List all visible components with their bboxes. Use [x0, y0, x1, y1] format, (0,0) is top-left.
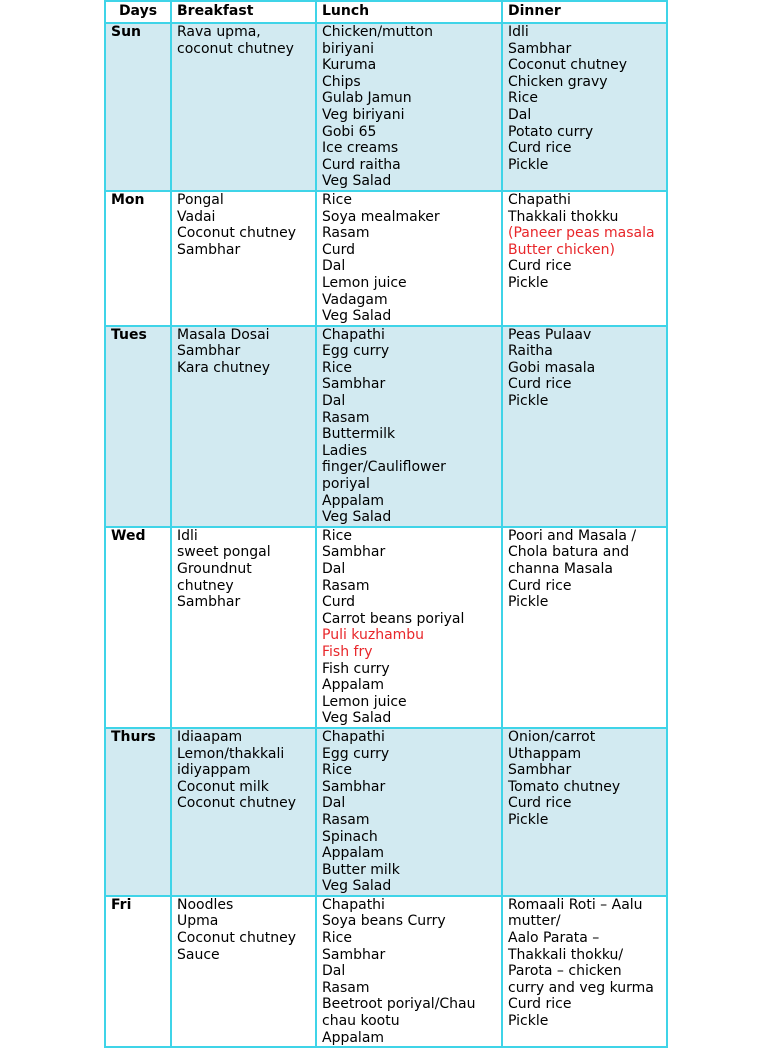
lunch-cell: [316, 896, 502, 1047]
lunch-item: chau kootu: [322, 1013, 400, 1030]
breakfast-item: Idli: [177, 527, 198, 544]
header-dinner: Dinner: [502, 1, 667, 23]
dinner-item: Sambhar: [508, 40, 572, 57]
dinner-cell: [502, 896, 667, 1047]
breakfast-item: sweet pongal: [177, 544, 271, 561]
breakfast-item: Rava upma,: [177, 24, 261, 40]
header-breakfast: Breakfast: [171, 1, 316, 23]
breakfast-item: Groundnut: [177, 561, 252, 577]
breakfast-item: Kara chutney: [177, 359, 271, 376]
lunch-item: finger/Cauliflower: [322, 459, 446, 476]
day-cell: Wed: [105, 527, 171, 728]
menu-body: [105, 23, 667, 1047]
lunch-cell: [316, 191, 502, 326]
dinner-item: Gobi masala: [508, 359, 596, 376]
breakfast-item: Sambhar: [177, 594, 241, 611]
breakfast-item: Pongal: [177, 191, 224, 208]
dinner-item: Curd rice: [508, 577, 572, 594]
breakfast-item: Vadai: [177, 208, 216, 225]
dinner-item: (Paneer peas masala: [508, 225, 655, 242]
dinner-item: Dal: [508, 106, 532, 123]
lunch-item: Dal: [322, 258, 346, 275]
lunch-item: Rasam: [322, 979, 370, 996]
dinner-item: Pickle: [508, 156, 549, 173]
dinner-item: Chapathi: [508, 191, 571, 208]
lunch-item: Gobi 65: [322, 123, 377, 140]
lunch-item: Rice: [322, 762, 352, 779]
lunch-item: Rasam: [322, 409, 370, 426]
lunch-item: Appalam: [322, 845, 385, 862]
dinner-item: Sambhar: [508, 762, 572, 779]
lunch-item: Puli kuzhambu: [322, 627, 425, 644]
breakfast-item: Coconut chutney: [177, 225, 296, 242]
lunch-item: biriyani: [322, 40, 375, 57]
dinner-item: Potato curry: [508, 123, 594, 140]
dinner-item: Pickle: [508, 393, 549, 410]
breakfast-item: Sambhar: [177, 241, 241, 258]
breakfast-item: Sauce: [177, 946, 220, 963]
breakfast-item: Sambhar: [177, 343, 241, 360]
lunch-item: Chapathi: [322, 728, 385, 745]
lunch-item: Veg Salad: [322, 878, 392, 895]
dinner-item: Curd rice: [508, 996, 572, 1013]
dinner-cell: [502, 326, 667, 527]
lunch-item: Dal: [322, 561, 346, 577]
lunch-item: Chapathi: [322, 326, 385, 343]
lunch-item: Curd raitha: [322, 156, 401, 173]
dinner-item: Curd rice: [508, 140, 572, 157]
lunch-item: Egg curry: [322, 745, 390, 762]
dinner-item: Butter chicken): [508, 241, 615, 258]
lunch-item: Veg Salad: [322, 173, 392, 190]
dinner-item: mutter/: [508, 913, 561, 930]
lunch-item: Veg Salad: [322, 710, 392, 727]
dinner-item: Raitha: [508, 343, 553, 360]
dinner-item: Chicken gravy: [508, 73, 608, 90]
breakfast-item: Coconut chutney: [177, 930, 296, 947]
dinner-item: Thakkali thokku: [508, 208, 619, 225]
lunch-item: Rice: [322, 930, 352, 947]
dinner-item: Pickle: [508, 1013, 549, 1030]
lunch-item: Dal: [322, 795, 346, 812]
lunch-item: Curd: [322, 594, 356, 611]
lunch-cell: [316, 326, 502, 527]
lunch-item: Gulab Jamun: [322, 90, 412, 107]
dinner-item: Uthappam: [508, 745, 582, 762]
lunch-item: Rasam: [322, 577, 370, 594]
lunch-item: Sambhar: [322, 946, 386, 963]
breakfast-cell: [171, 326, 316, 527]
dinner-cell: [502, 728, 667, 896]
lunch-item: Rasam: [322, 225, 370, 242]
lunch-item: Buttermilk: [322, 426, 396, 443]
lunch-item: Butter milk: [322, 861, 400, 878]
breakfast-item: idiyappam: [177, 762, 251, 779]
lunch-item: Veg biriyani: [322, 106, 405, 123]
lunch-item: Dal: [322, 393, 346, 410]
lunch-item: Beetroot poriyal/Chau: [322, 996, 476, 1013]
breakfast-item: Masala Dosai: [177, 326, 270, 343]
dinner-item: channa Masala: [508, 561, 613, 577]
lunch-item: Vadagam: [322, 291, 388, 308]
lunch-item: Veg Salad: [322, 308, 392, 325]
lunch-item: Chapathi: [322, 896, 385, 913]
dinner-cell: [502, 527, 667, 728]
dinner-item: Parota – chicken: [508, 963, 622, 980]
lunch-item: Appalam: [322, 1029, 385, 1046]
dinner-item: curry and veg kurma: [508, 979, 654, 996]
day-cell: Fri: [105, 896, 171, 1047]
breakfast-item: Lemon/thakkali: [177, 745, 285, 762]
weekly-menu-table: [104, 0, 668, 1048]
lunch-item: Lemon juice: [322, 693, 407, 710]
table-row: [105, 326, 667, 527]
day-cell: Sun: [105, 23, 171, 191]
lunch-item: Rice: [322, 359, 352, 376]
lunch-item: Dal: [322, 963, 346, 980]
lunch-item: Veg Salad: [322, 509, 392, 526]
dinner-item: Pickle: [508, 274, 549, 291]
lunch-item: Rice: [322, 191, 352, 208]
lunch-item: Spinach: [322, 828, 378, 845]
lunch-item: Carrot beans poriyal: [322, 610, 465, 627]
dinner-item: Curd rice: [508, 376, 572, 393]
dinner-item: Pickle: [508, 811, 549, 828]
dinner-item: Rice: [508, 90, 538, 107]
dinner-item: Idli: [508, 24, 529, 40]
lunch-item: Egg curry: [322, 343, 390, 360]
breakfast-item: Upma: [177, 913, 219, 930]
dinner-item: Romaali Roti – Aalu: [508, 896, 643, 913]
dinner-item: Curd rice: [508, 258, 572, 275]
lunch-item: Sambhar: [322, 544, 386, 561]
lunch-item: Kuruma: [322, 57, 377, 74]
breakfast-cell: [171, 191, 316, 326]
lunch-item: Lemon juice: [322, 274, 407, 291]
dinner-cell: [502, 191, 667, 326]
lunch-cell: [316, 527, 502, 728]
lunch-item: Chips: [322, 73, 361, 90]
dinner-item: Aalo Parata –: [508, 930, 600, 947]
lunch-item: Sambhar: [322, 778, 386, 795]
lunch-item: Fish fry: [322, 643, 373, 660]
dinner-item: Pickle: [508, 594, 549, 611]
table-row: [105, 527, 667, 728]
dinner-item: Curd rice: [508, 795, 572, 812]
lunch-item: poriyal: [322, 476, 370, 493]
lunch-cell: [316, 728, 502, 896]
breakfast-cell: [171, 527, 316, 728]
table-row: [105, 728, 667, 896]
lunch-item: Curd: [322, 241, 356, 258]
lunch-cell: [316, 23, 502, 191]
lunch-item: Rasam: [322, 811, 370, 828]
dinner-item: Thakkali thokku/: [508, 946, 624, 963]
lunch-item: Soya beans Curry: [322, 913, 446, 930]
table-row: [105, 191, 667, 326]
day-cell: Mon: [105, 191, 171, 326]
header-row: [105, 1, 667, 23]
breakfast-cell: [171, 728, 316, 896]
lunch-item: Soya mealmaker: [322, 208, 440, 225]
breakfast-item: Coconut chutney: [177, 795, 296, 812]
breakfast-item: Coconut milk: [177, 778, 269, 795]
lunch-item: Chicken/mutton: [322, 24, 433, 40]
lunch-item: Sambhar: [322, 376, 386, 393]
table-row: [105, 23, 667, 191]
breakfast-item: chutney: [177, 577, 234, 594]
dinner-item: Chola batura and: [508, 544, 630, 561]
breakfast-item: Idiaapam: [177, 728, 243, 745]
breakfast-cell: [171, 23, 316, 191]
dinner-item: Tomato chutney: [508, 778, 621, 795]
breakfast-item: coconut chutney: [177, 40, 294, 57]
day-cell: Tues: [105, 326, 171, 527]
dinner-cell: [502, 23, 667, 191]
day-cell: Thurs: [105, 728, 171, 896]
breakfast-cell: [171, 896, 316, 1047]
header-lunch: Lunch: [316, 1, 502, 23]
table-row: [105, 896, 667, 1047]
dinner-item: Coconut chutney: [508, 57, 627, 74]
lunch-item: Appalam: [322, 492, 385, 509]
lunch-item: Rice: [322, 527, 352, 544]
lunch-item: Ice creams: [322, 140, 399, 157]
lunch-item: Fish curry: [322, 660, 390, 677]
lunch-item: Ladies: [322, 442, 368, 459]
header-days: Days: [105, 1, 171, 23]
breakfast-item: Noodles: [177, 896, 234, 913]
dinner-item: Onion/carrot: [508, 728, 596, 745]
lunch-item: Appalam: [322, 677, 385, 694]
dinner-item: Peas Pulaav: [508, 326, 592, 343]
dinner-item: Poori and Masala /: [508, 527, 637, 544]
